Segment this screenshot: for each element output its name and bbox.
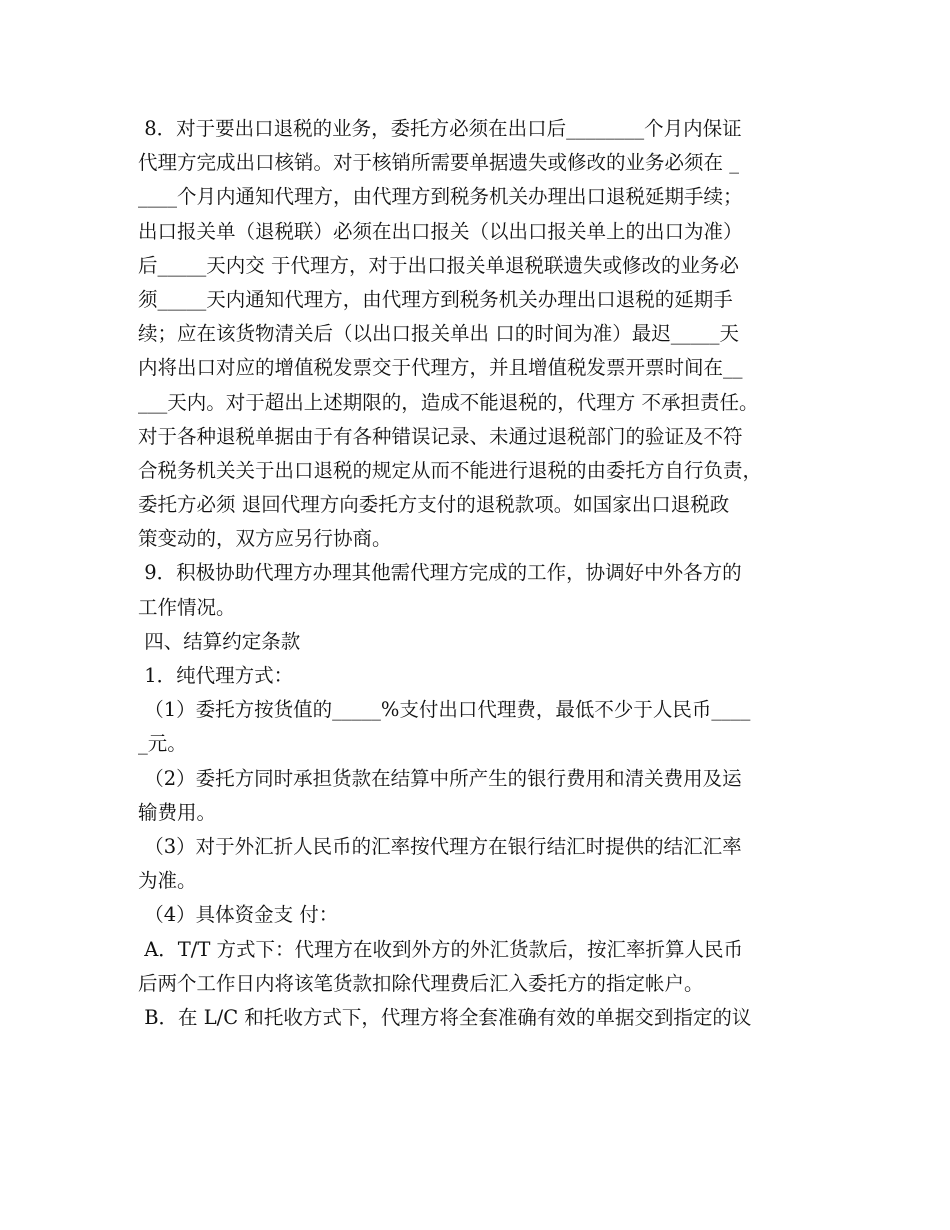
text-line: 委托方必须 退回代理方向委托方支付的退税款项。如国家出口退税政	[138, 493, 730, 517]
text-line: （1）委托方按货值的_____%支付出口代理费，最低不少于人民币____	[138, 698, 751, 722]
text-line: 9．积极协助代理方办理其他需代理方完成的工作，协调好中外各方的	[138, 561, 742, 585]
text-line: 代理方完成出口核销。对于核销所需要单据遗失或修改的业务必须在 _	[138, 151, 739, 175]
text-line: 续；应在该货物清关后（以出口报关单出 口的时间为准）最迟_____天	[138, 322, 739, 346]
text-line: 工作情况。	[138, 595, 236, 619]
text-line: 内将出口对应的增值税发票交于代理方，并且增值税发票开票时间在__	[138, 356, 743, 380]
text-line: （3）对于外汇折人民币的汇率按代理方在银行结汇时提供的结汇汇率	[138, 834, 742, 858]
document-body	[138, 112, 828, 1035]
text-line: （4）具体资金支 付：	[138, 903, 339, 927]
text-line: B．在 L/C 和托收方式下，代理方将全套准确有效的单据交到指定的议	[138, 1005, 752, 1029]
text-line: ____个月内通知代理方，由代理方到税务机关办理出口退税延期手续；	[138, 185, 743, 209]
text-line: 后两个工作日内将该笔货款扣除代理费后汇入委托方的指定帐户。	[138, 971, 704, 995]
text-line: 出口报关单（退税联）必须在出口报关（以出口报关单上的出口为准）	[138, 219, 743, 243]
section-heading: 四、结算约定条款	[138, 629, 301, 653]
text-line: 输费用。	[138, 800, 217, 824]
text-line: 为准。	[138, 869, 197, 893]
text-line: 合税务机关关于出口退税的规定从而不能进行退税的由委托方自行负责，	[138, 458, 763, 482]
text-line: _元。	[138, 732, 187, 756]
text-line: ___天内。对于超出上述期限的，造成不能退税的，代理方 不承担责任。	[138, 390, 759, 414]
text-line: 8．对于要出口退税的业务，委托方必须在出口后________个月内保证	[138, 117, 742, 140]
text-line: （2）委托方同时承担货款在结算中所产生的银行费用和清关费用及运	[138, 766, 742, 790]
text-line: 须_____天内通知代理方，由代理方到税务机关办理出口退税的延期手	[138, 287, 733, 311]
text-line: 策变动的，双方应另行协商。	[138, 527, 392, 551]
text-line: 对于各种退税单据由于有各种错误记录、未通过退税部门的验证及不符	[138, 424, 743, 448]
text-line: 1．纯代理方式：	[138, 664, 294, 687]
text-line: 后_____天内交 于代理方，对于出口报关单退税联遗失或修改的业务必	[138, 253, 739, 277]
text-line: A．T/T 方式下：代理方在收到外方的外汇货款后，按汇率折算人民币	[138, 937, 744, 961]
